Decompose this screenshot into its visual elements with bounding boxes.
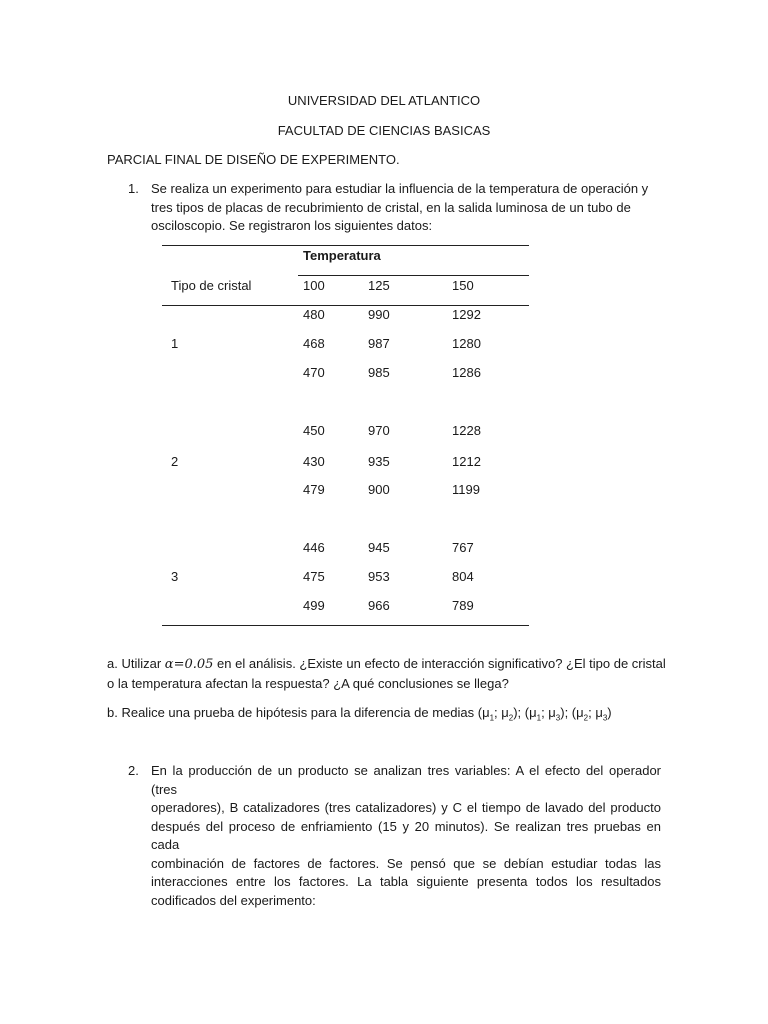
separator: ; (588, 705, 596, 720)
part-a-prefix: a. Utilizar (107, 656, 165, 671)
subscript: 2 (583, 713, 589, 723)
table-cell: 990 (368, 307, 390, 322)
separator: ) (607, 705, 612, 720)
table-cell: 1212 (452, 454, 481, 469)
question-2-line: codificados del experimento: (151, 892, 316, 908)
separator: ; (541, 705, 549, 720)
question-2-text (151, 762, 661, 910)
faculty-heading: FACULTAD DE CIENCIAS BASICAS (277, 123, 491, 138)
table-cell: 480 (303, 307, 325, 322)
question-1-line: osciloscopio. Se registraron los siguientes datos: (151, 218, 433, 233)
table-temp-header: 150 (452, 278, 474, 293)
mu-symbol: μ (529, 705, 537, 720)
subscript: 1 (536, 713, 542, 723)
table-cell: 767 (452, 540, 474, 555)
table-cell: 1286 (452, 365, 481, 380)
table-cell: 789 (452, 598, 474, 613)
group-label: 3 (171, 569, 179, 584)
group-label: 2 (171, 454, 179, 469)
table-cell: 935 (368, 454, 390, 469)
table-cell: 953 (368, 569, 390, 584)
part-a-line-1 (107, 656, 666, 672)
table-rule-body (162, 305, 529, 306)
table-cell: 1199 (452, 482, 480, 497)
question-1-line: tres tipos de placas de recubrimiento de cristal, en la salida luminosa de un tubo de (151, 199, 631, 215)
table-cell: 479 (303, 482, 325, 497)
table-cell: 1228 (452, 423, 481, 438)
table-cell: 970 (368, 423, 390, 438)
table-cell: 900 (368, 482, 390, 497)
mu-symbol: μ (595, 705, 603, 720)
part-a-line-2: o la temperatura afectan la respuesta? ¿A qué conclusiones se llega? (107, 676, 509, 691)
table-row-header: Tipo de cristal (171, 278, 252, 293)
table-cell: 987 (368, 336, 390, 351)
part-b-lead: b. Realice una prueba de hipótesis para la diferencia de medias ( (107, 705, 483, 720)
table-rule-top (162, 245, 529, 246)
table-cell: 468 (303, 336, 325, 351)
separator: ); ( (513, 705, 530, 720)
part-a-suffix: en el análisis. ¿Existe un efecto de interacción significativo? ¿El tipo de cristal (213, 656, 666, 671)
question-2-line: En la producción de un producto se analizan tres variables: A el efecto del operador (tres (151, 763, 661, 797)
table-cell: 945 (368, 540, 390, 555)
table-temp-header: 125 (368, 278, 390, 293)
mu-symbol: μ (576, 705, 584, 720)
table-cell: 499 (303, 598, 325, 613)
alpha-value: =0.05 (173, 657, 214, 672)
separator: ; (494, 705, 502, 720)
separator: ); ( (560, 705, 577, 720)
subscript: 3 (555, 713, 561, 723)
table-cell: 1292 (452, 307, 481, 322)
table-rule-header (298, 275, 529, 276)
table-cell: 450 (303, 423, 325, 438)
table-cell: 804 (452, 569, 474, 584)
question-2-line: después del proceso de enfriamiento (15 y 20 minutos). Se realizan tres pruebas en cada (151, 818, 661, 852)
question-1-line: Se realiza un experimento para estudiar la influencia de la temperatura de operación y (151, 181, 649, 196)
mu-symbol: μ (501, 705, 509, 720)
university-heading: UNIVERSIDAD DEL ATLANTICO (287, 93, 481, 108)
table-cell: 470 (303, 365, 325, 380)
subscript: 2 (508, 713, 514, 723)
table-temp-header: 100 (303, 278, 325, 293)
question-1-number: 1. (128, 181, 139, 196)
question-2-line: operadores), B catalizadores (tres catalizadores) y C el tiempo de lavado del producto (151, 800, 661, 815)
table-rule-bottom (162, 625, 529, 626)
table-cell: 1280 (452, 336, 481, 351)
part-b-text (107, 705, 612, 723)
exam-title: PARCIAL FINAL DE DISEÑO DE EXPERIMENTO. (107, 152, 400, 167)
question-2-line: combinación de factores de factores. Se pensó que se debían estudiar todas las (151, 855, 661, 871)
question-2-number: 2. (128, 763, 139, 778)
question-2-line: interacciones entre los factores. La tabla siguiente presenta todos los resultados (151, 874, 661, 889)
table-cell: 966 (368, 598, 390, 613)
mu-symbol: μ (548, 705, 556, 720)
subscript: 3 (602, 713, 608, 723)
question-1-text (151, 180, 661, 236)
table-cell: 446 (303, 540, 325, 555)
group-label: 1 (171, 336, 179, 351)
table-cell: 475 (303, 569, 325, 584)
mu-symbol: μ (482, 705, 490, 720)
table-group-header: Temperatura (303, 248, 381, 263)
table-cell: 430 (303, 454, 325, 469)
alpha-symbol: α (164, 657, 174, 672)
subscript: 1 (489, 713, 495, 723)
table-cell: 985 (368, 365, 390, 380)
